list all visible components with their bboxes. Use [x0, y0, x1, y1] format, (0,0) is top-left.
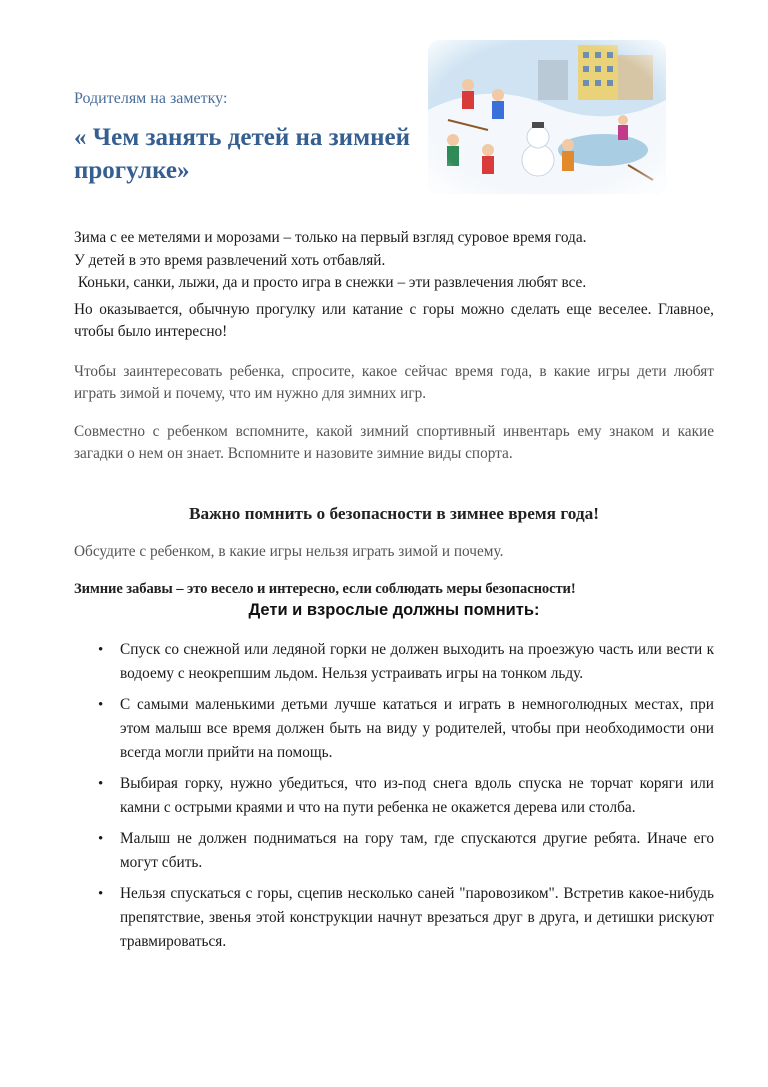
list-item [98, 882, 714, 954]
discuss-line: Обсудите с ребенком, в какие игры нельзя играть зимой и почему. [74, 543, 504, 560]
remember-heading: Дети и взрослые должны помнить: [248, 601, 540, 619]
page-subtitle: Родителям на заметку: [74, 90, 228, 107]
page-title: « Чем занять детей на зимней прогулке» [74, 124, 411, 184]
list-item [98, 772, 714, 820]
bullet-icon: • [98, 642, 104, 658]
list-item [98, 827, 714, 875]
rule-text: Выбирая горку, нужно убедиться, что из-под снега вдоль спуска не торчат коряги или камни с острыми краями и что на пути ребенка не окажется дерева или столба. [120, 775, 714, 816]
rule-text: Нельзя спускаться с горы, сцепив несколько саней "паровозиком". Встретив какое-нибудь препятствие, звенья этой конструкции начнут врезаться друг в друга, и детишки рискуют травмироваться. [120, 885, 714, 950]
safety-heading: Важно помнить о безопасности в зимнее время года! [188, 504, 600, 523]
rule-text: Малыш не должен подниматься на гору там, где спускаются другие ребята. Иначе его могут сбить. [120, 830, 714, 871]
list-item [98, 693, 714, 765]
bullet-icon: • [98, 831, 104, 847]
rule-text: С самыми маленькими детьми лучше кататься и играть в немноголюдных местах, при этом малыш все время должен быть на виду у родителей, чтобы при необходимости они всегда могли прийти на помощь. [120, 696, 714, 761]
bullet-icon: • [98, 886, 104, 902]
intro-line-1: Зима с ее метелями и морозами – только на первый взгляд суровое время года. [74, 229, 587, 246]
intro-line-2: У детей в это время развлечений хоть отбавляй. [74, 252, 386, 269]
bullet-icon: • [98, 776, 104, 792]
safety-rules-list [98, 638, 714, 961]
intro-line-3: Коньки, санки, лыжи, да и просто игра в снежки – эти развлечения любят все. [74, 274, 587, 291]
rule-text: Спуск со снежной или ледяной горки не должен выходить на проезжую часть или вести к водоему с неокрепшим льдом. Нельзя устраивать игры на тонком льду. [120, 641, 714, 682]
bullet-icon: • [98, 697, 104, 713]
list-item [98, 638, 714, 686]
intro-paragraph: Но оказывается, обычную прогулку или катание с горы можно сделать еще веселее. Главное, чтобы было интересно! [74, 301, 714, 340]
winter-fun-line: Зимние забавы – это весело и интересно, если соблюдать меры безопасности! [74, 581, 576, 597]
tip-paragraph-1: Чтобы заинтересовать ребенка, спросите, какое сейчас время года, в какие игры дети любят играть зимой и почему, что им нужно для зимних игр. [74, 363, 714, 402]
winter-playground-illustration [428, 40, 666, 194]
tip-paragraph-2: Совместно с ребенком вспомните, какой зимний спортивный инвентарь ему знаком и какие загадки о нем он знает. Вспомните и назовите зимние виды спорта. [74, 423, 714, 462]
